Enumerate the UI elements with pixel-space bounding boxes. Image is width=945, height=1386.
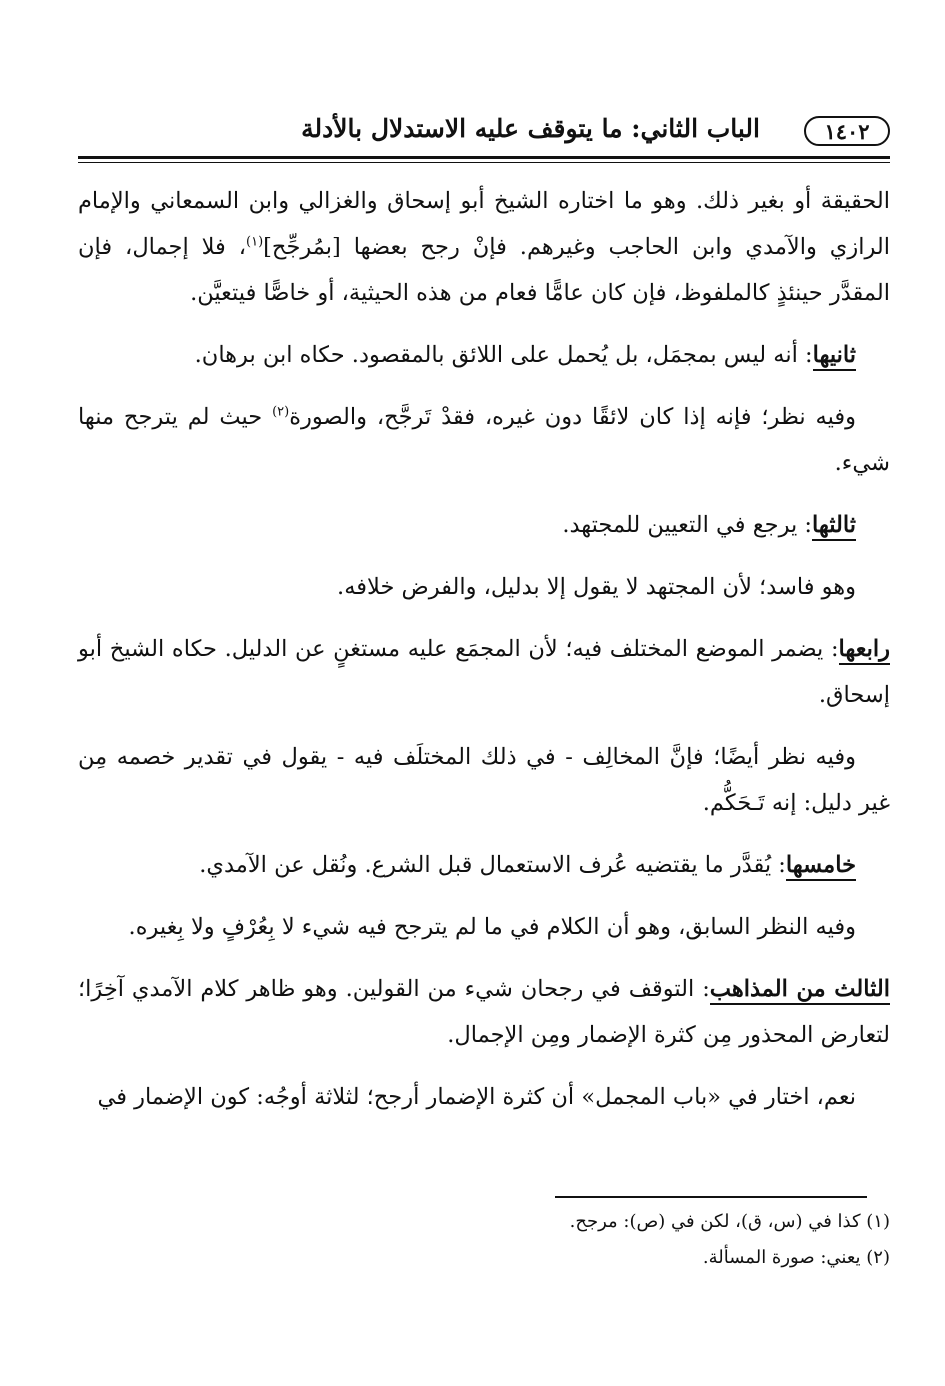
text-run: ، فلا إجمال، فإن المقدَّر حينئذٍ كالملفوظ، فإن كان عامًّا فعام من هذه الحيثية، أو خاصًّا فيتعيَّن. (78, 234, 890, 306)
section-lead: خامسها (786, 852, 856, 881)
running-title: الباب الثاني: ما يتوقف عليه الاستدلال بالأدلة (301, 114, 760, 143)
text-run: : يضمر الموضع المختلف فيه؛ لأن المجمَع عليه مستغنٍ عن الدليل. حكاه الشيخ أبو إسحاق. (78, 636, 890, 708)
footnote-separator (555, 1196, 867, 1198)
page-header (78, 112, 890, 162)
text-run: : يُقدَّر ما يقتضيه عُرف الاستعمال قبل الشرع. ونُقل عن الآمدي. (199, 852, 786, 878)
paragraph-7: وفيه نظر أيضًا؛ فإنَّ المخالِف - في ذلك المختلَف فيه - يقول في تقدير خصمه مِن غير دليل: إنه تَـحَكُّم. (78, 744, 890, 816)
paragraph-3 (78, 394, 890, 486)
footnote-ref-1[interactable]: (١) (246, 234, 264, 250)
section-lead: رابعها (839, 636, 890, 665)
text-run: الحقيقة أو بغير ذلك. وهو ما اختاره الشيخ أبو إسحاق والغزالي وابن السمعاني والإمام الرازي والآمدي وابن الحاجب وغيرهم. فإنْ رجح بعضها [بمُرجِّح] (78, 188, 891, 260)
text-run: : يرجع في التعيين للمجتهد. (562, 512, 812, 538)
paragraph-5: وهو فاسد؛ لأن المجتهد لا يقول إلا بدليل، والفرض خلافه. (337, 574, 856, 600)
paragraph-6 (78, 626, 890, 718)
text-run: : التوقف في رجحان شيء من القولين. وهو ظاهر كلام الآمدي آخِرًا؛ لتعارض المحذور مِن كثرة الإضمار ومِن الإجمال. (78, 976, 890, 1048)
page-number: ١٤٠٢ (824, 118, 870, 144)
footnote-ref-2[interactable]: (٢) (272, 404, 290, 420)
paragraph-4 (78, 502, 890, 548)
paragraph-8 (78, 842, 890, 888)
text-run: حيث لم يترجح منها شيء. (78, 404, 890, 476)
footnote-1: (١) كذا في (س، ق)، لكن في (ص): مرجح. (569, 1211, 890, 1232)
paragraph-11: نعم، اختار في «باب المجمل» أن كثرة الإضمار أرجح؛ لثلاثة أوجُه: كون الإضمار في (97, 1084, 856, 1110)
paragraph-10 (78, 966, 890, 1058)
text-run: وفيه نظر؛ فإنه إذا كان لائقًا دون غيره، فقدْ تَرجَّح، والصورة (289, 404, 857, 430)
text-run: : أنه ليس بمجمَل، بل يُحمل على اللائق بالمقصود. حكاه ابن برهان. (194, 342, 813, 368)
header-rule-thick (78, 156, 890, 159)
header-rule-thin (78, 162, 890, 163)
section-lead: ثالثها (812, 512, 856, 541)
main-text (78, 178, 890, 1136)
page-number-badge (804, 116, 890, 146)
footnotes (55, 1204, 890, 1276)
paragraph-1 (78, 178, 890, 316)
paragraph-9: وفيه النظر السابق، وهو أن الكلام في ما لم يترجح فيه شيء لا بِعُرْفٍ ولا بِغيره. (128, 914, 856, 940)
section-lead: الثالث من المذاهب (710, 976, 890, 1005)
footnote-2: (٢) يعني: صورة المسألة. (702, 1247, 890, 1268)
paragraph-2 (78, 332, 890, 378)
section-lead: ثانيها (813, 342, 856, 371)
